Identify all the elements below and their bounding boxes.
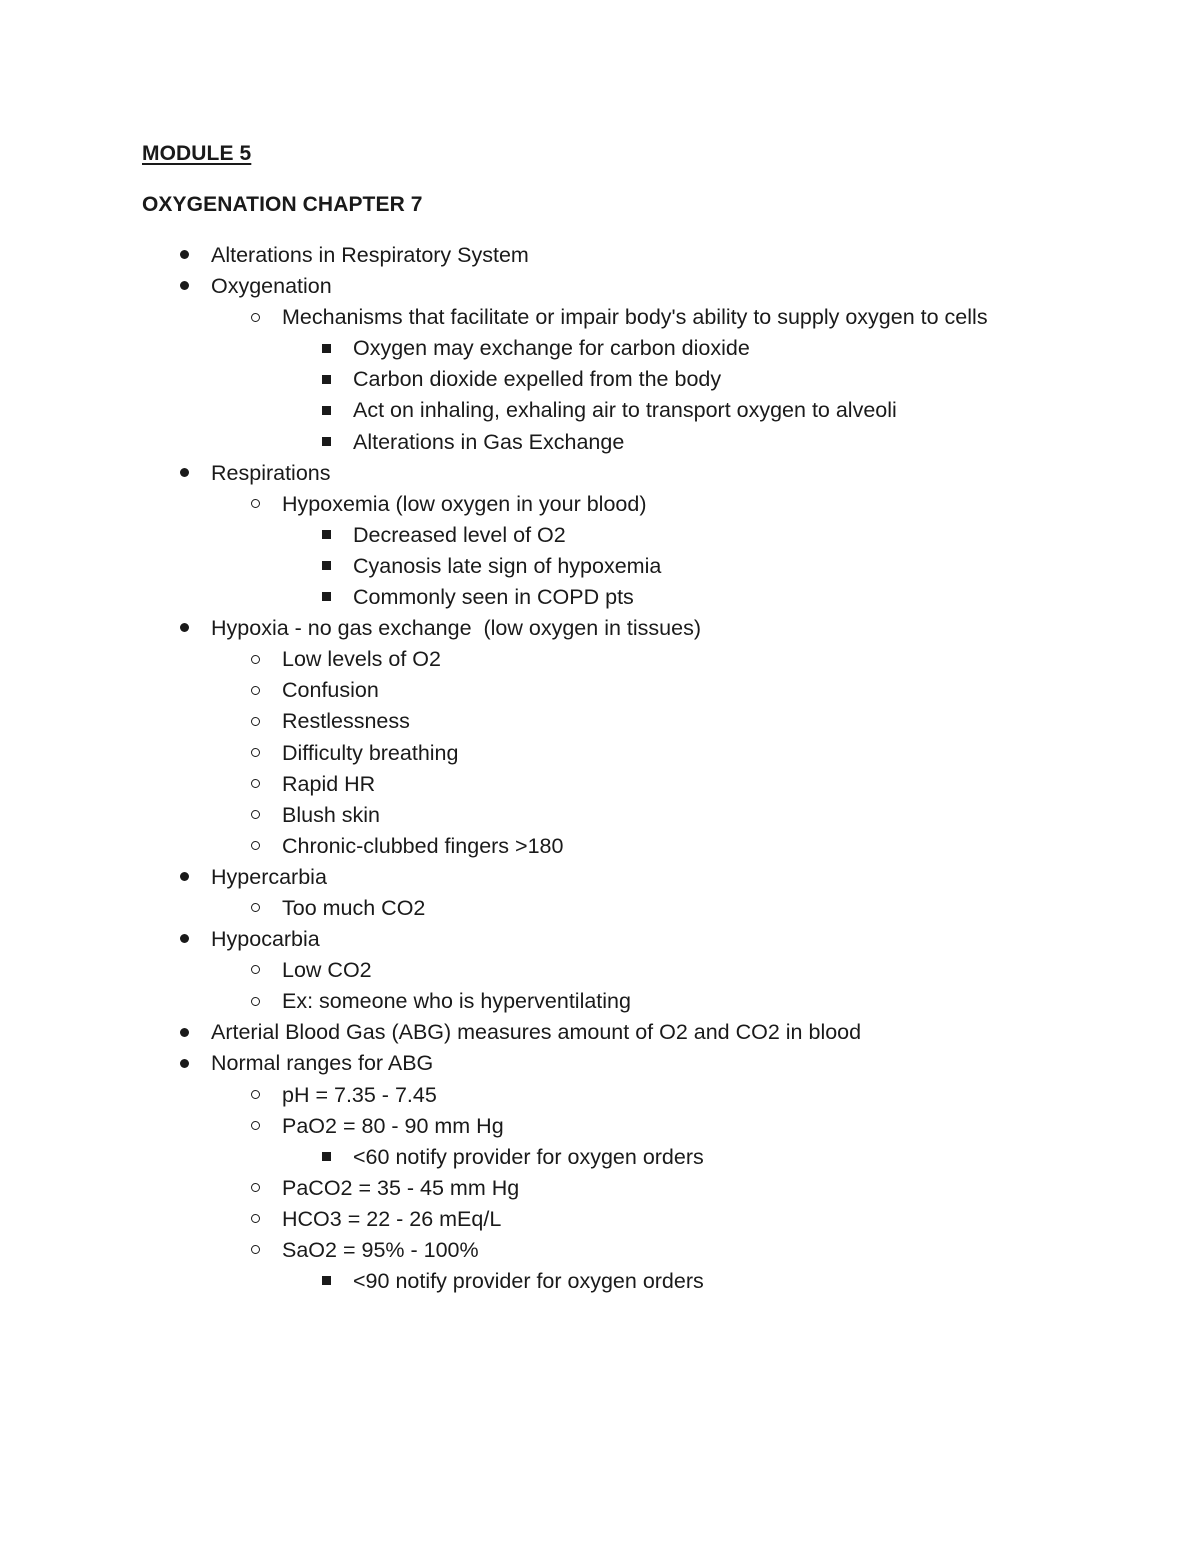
list-item <box>0 675 1200 706</box>
square-bullet-icon <box>316 364 336 395</box>
list-item <box>0 333 1200 364</box>
list-item <box>0 706 1200 737</box>
list-item-text: Oxygen may exchange for carbon dioxide <box>353 336 750 361</box>
list-item <box>0 395 1200 426</box>
list-item-text: Hypoxia - no gas exchange (low oxygen in tissues) <box>211 616 701 641</box>
list-item-text: PaCO2 = 35 - 45 mm Hg <box>282 1175 520 1200</box>
list-item-text: Decreased level of O2 <box>353 522 566 547</box>
list-item-text: Chronic-clubbed fingers >180 <box>282 833 564 858</box>
notes-outline <box>0 240 1200 1297</box>
list-item-text: Ex: someone who is hyperventilating <box>282 989 631 1014</box>
list-item-text: Mechanisms that facilitate or impair body's ability to supply oxygen to cells <box>282 305 988 330</box>
list-item-text: SaO2 = 95% - 100% <box>282 1238 479 1262</box>
square-bullet-icon <box>316 427 336 458</box>
list-item <box>0 1080 1200 1111</box>
filled-circle-bullet-icon <box>174 924 194 955</box>
list-item <box>0 1017 1200 1048</box>
list-item <box>0 582 1200 613</box>
list-item <box>0 769 1200 800</box>
hollow-circle-bullet-icon <box>245 675 265 706</box>
list-item <box>0 489 1200 520</box>
list-item-text: Rapid HR <box>282 771 376 796</box>
list-item-text: Respirations <box>211 460 331 485</box>
hollow-circle-bullet-icon <box>245 1173 265 1204</box>
list-item <box>0 862 1200 893</box>
list-item-text: Low CO2 <box>282 958 372 983</box>
hollow-circle-bullet-icon <box>245 986 265 1017</box>
list-item-text: Alterations in Gas Exchange <box>353 429 625 454</box>
list-item-text: Blush skin <box>282 802 380 827</box>
list-item <box>0 364 1200 395</box>
list-item-text: Alterations in Respiratory System <box>211 243 529 267</box>
hollow-circle-bullet-icon <box>245 738 265 769</box>
filled-circle-bullet-icon <box>174 271 194 302</box>
square-bullet-icon <box>316 520 336 551</box>
list-item <box>0 240 1200 271</box>
list-item-text: <60 notify provider for oxygen orders <box>353 1144 704 1169</box>
list-item-text: <90 notify provider for oxygen orders <box>353 1269 704 1294</box>
hollow-circle-bullet-icon <box>245 1235 265 1266</box>
list-item-text: Too much CO2 <box>282 895 426 920</box>
filled-circle-bullet-icon <box>174 613 194 644</box>
hollow-circle-bullet-icon <box>245 800 265 831</box>
list-item <box>0 800 1200 831</box>
list-item-text: PaO2 = 80 - 90 mm Hg <box>282 1113 504 1138</box>
hollow-circle-bullet-icon <box>245 955 265 986</box>
square-bullet-icon <box>316 333 336 364</box>
list-item <box>0 893 1200 924</box>
list-item <box>0 644 1200 675</box>
module-title: MODULE 5 <box>142 142 252 165</box>
hollow-circle-bullet-icon <box>245 489 265 520</box>
list-item-text: Carbon dioxide expelled from the body <box>353 367 722 392</box>
list-item <box>0 271 1200 302</box>
list-item-text: Cyanosis late sign of hypoxemia <box>353 553 662 578</box>
list-item <box>0 1111 1200 1142</box>
list-item-text: Normal ranges for ABG <box>211 1051 434 1076</box>
list-item <box>0 924 1200 955</box>
hollow-circle-bullet-icon <box>245 831 265 862</box>
list-item-text: Low levels of O2 <box>282 647 441 672</box>
list-item <box>0 986 1200 1017</box>
list-item <box>0 520 1200 551</box>
hollow-circle-bullet-icon <box>245 1080 265 1111</box>
hollow-circle-bullet-icon <box>245 706 265 737</box>
filled-circle-bullet-icon <box>174 458 194 489</box>
hollow-circle-bullet-icon <box>245 1111 265 1142</box>
square-bullet-icon <box>316 1142 336 1173</box>
square-bullet-icon <box>316 551 336 582</box>
list-item-text: Hypercarbia <box>211 864 327 889</box>
list-item-text: Hypocarbia <box>211 927 320 952</box>
list-item-text: Hypoxemia (low oxygen in your blood) <box>282 491 647 516</box>
filled-circle-bullet-icon <box>174 862 194 893</box>
square-bullet-icon <box>316 582 336 613</box>
list-item-text: Difficulty breathing <box>282 740 459 765</box>
list-item <box>0 551 1200 582</box>
list-item <box>0 613 1200 644</box>
list-item <box>0 302 1200 333</box>
filled-circle-bullet-icon <box>174 240 194 271</box>
list-item <box>0 1173 1200 1204</box>
hollow-circle-bullet-icon <box>245 769 265 800</box>
list-item-text: Confusion <box>282 678 379 703</box>
list-item-text: pH = 7.35 - 7.45 <box>282 1082 437 1107</box>
chapter-title: OXYGENATION CHAPTER 7 <box>142 193 423 216</box>
list-item <box>0 738 1200 769</box>
list-item <box>0 1048 1200 1079</box>
list-item-text: Oxygenation <box>211 274 332 299</box>
list-item <box>0 427 1200 458</box>
list-item-text: Arterial Blood Gas (ABG) measures amount of O2 and CO2 in blood <box>211 1020 862 1045</box>
list-item-text: HCO3 = 22 - 26 mEq/L <box>282 1206 502 1231</box>
list-item-text: Restlessness <box>282 709 410 734</box>
list-item <box>0 1235 1200 1266</box>
list-item <box>0 831 1200 862</box>
hollow-circle-bullet-icon <box>245 1204 265 1235</box>
list-item <box>0 1266 1200 1297</box>
filled-circle-bullet-icon <box>174 1017 194 1048</box>
hollow-circle-bullet-icon <box>245 893 265 924</box>
filled-circle-bullet-icon <box>174 1048 194 1079</box>
list-item <box>0 458 1200 489</box>
list-item-text: Commonly seen in COPD pts <box>353 585 634 610</box>
list-item <box>0 955 1200 986</box>
hollow-circle-bullet-icon <box>245 302 265 333</box>
hollow-circle-bullet-icon <box>245 644 265 675</box>
square-bullet-icon <box>316 1266 336 1297</box>
square-bullet-icon <box>316 395 336 426</box>
list-item-text: Act on inhaling, exhaling air to transport oxygen to alveoli <box>353 398 897 423</box>
list-item <box>0 1142 1200 1173</box>
list-item <box>0 1204 1200 1235</box>
